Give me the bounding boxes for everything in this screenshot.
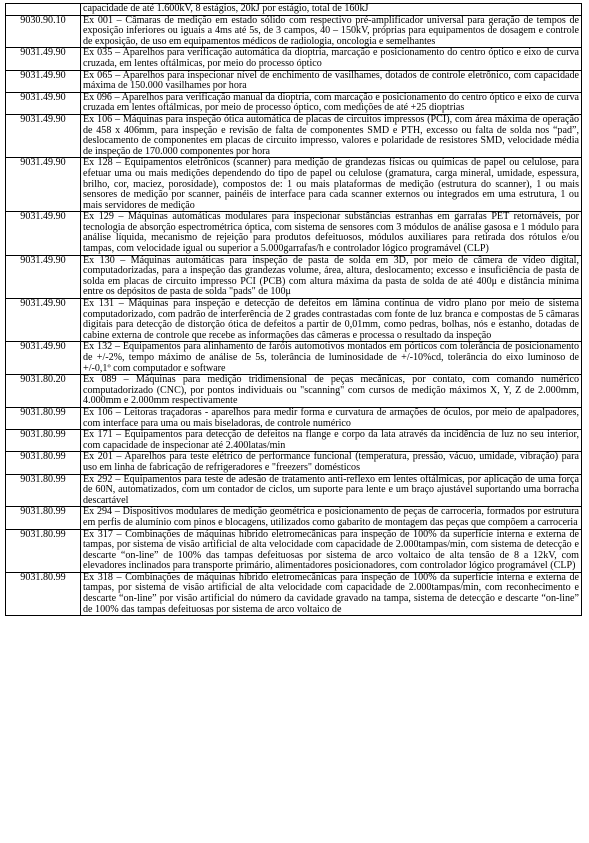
ncm-code-cell: 9031.49.90 [6, 255, 81, 298]
ncm-code-cell: 9031.49.90 [6, 114, 81, 157]
table-row [6, 342, 582, 375]
ncm-code-cell: 9031.80.99 [6, 529, 81, 572]
ex-description-cell: Ex 130 – Máquinas automáticas para inspeção de pasta de solda em 3D, por meio de câmera de vídeo digital, computadorizadas, para a inspeção das grandezas volume, área, altura, deslocamento; excesso e insuficiência de pasta de solda em placas de circuito impresso PCI (PCB) com altura máxima da pasta de solda de até 400μ e distância mínima entre os depósitos de pasta de solda "pads" de 100μ [81, 255, 582, 298]
ex-description-cell: Ex 096 – Aparelhos para verificação manual da dioptria, com marcação e posicionamento do centro óptico e eixo de curva cruzada em lentes oftálmicas, por meio de processo óptico, com medições de até +25 dioptrias [81, 92, 582, 114]
table-row [6, 452, 582, 474]
ncm-code-cell: 9030.90.10 [6, 15, 81, 48]
table-row [6, 572, 582, 615]
ex-description-cell: Ex 132 – Equipamentos para alinhamento de faróis automotivos montados em pórticos com tolerância de posicionamento de +/-2%, tempo máximo de análise de 5s, tolerância de luminosidade de +/-10%cd, tolerância do eixo luminoso de +/-0,1º com computador e software [81, 342, 582, 375]
ex-description-cell: Ex 001 – Câmaras de medição em estado sólido com respectivo pré-amplificador universal para geração de tempos de exposição inferiores ou iguais a 4ms até 5s, de 3 campos, 40 – 150kV, próprias para equipamentos de dosagem e controle de exposição, de uso em equipamentos médicos de radiologia, oncologia e semelhantes [81, 15, 582, 48]
ncm-code-cell [6, 4, 81, 16]
ncm-code-cell: 9031.80.99 [6, 452, 81, 474]
ex-description-cell: Ex 106 – Leitoras traçadoras - aparelhos para medir forma e curvatura de armações de óculos, por meio de apalpadores, com interface para uma ou mais biseladoras, de controle numérico [81, 407, 582, 429]
ncm-code-cell: 9031.49.90 [6, 342, 81, 375]
ex-description-cell: Ex 318 – Combinações de máquinas híbrido eletromecânicas para inspeção de 100% da superfície interna e externa de tampas, por sistema de visão artificial de alta velocidade com capacidade de 2.000tampas/min, com reconhecimento e descarte “on-line” por visão artificial do número da cavidade gravado na tampa, sistema de detecção e descarte “on-line” de 100% das tampas defeituosas por sistema de arco voltaico de [81, 572, 582, 615]
ex-description-cell: capacidade de até 1.600kV, 8 estágios, 20kJ por estágio, total de 160kJ [81, 4, 582, 16]
ncm-code-cell: 9031.49.90 [6, 92, 81, 114]
ex-description-cell: Ex 089 – Máquinas para medição tridimensional de peças mecânicas, por contato, com comando numérico computadorizado (CNC), por pontos individuais ou "scanning" com cursos de medição máximos X, Y, Z de 2.000mm, 4.000mm e 2.000mm respectivamente [81, 375, 582, 408]
table-row [6, 375, 582, 408]
table-row [6, 255, 582, 298]
table-row [6, 529, 582, 572]
ncm-code-cell: 9031.49.90 [6, 299, 81, 342]
ncm-code-cell: 9031.80.99 [6, 572, 81, 615]
ncm-code-cell: 9031.80.20 [6, 375, 81, 408]
ex-description-cell: Ex 317 – Combinações de máquinas híbrido eletromecânicas para inspeção de 100% da superfície interna e externa de tampas, por sistema de visão artificial de alta velocidade com capacidade de 2.000tampas/min, com sistema de detecção e descarte “on-line” de 100% das tampas defeituosas por sistema de arco voltaico de alta tensão de 8 a 12kV, com elevadores inclinados para transporte primário, alimentadores posicionadores, com controlador lógico programável (CLP) [81, 529, 582, 572]
table-row [6, 474, 582, 507]
table-row [6, 507, 582, 529]
ncm-code-cell: 9031.49.90 [6, 212, 81, 255]
ncm-code-cell: 9031.49.90 [6, 48, 81, 70]
ex-description-cell: Ex 171 – Equipamentos para detecção de defeitos na flange e corpo da lata através da incidência de luz no seu interior, com capacidade de inspecionar até 2.400latas/min [81, 430, 582, 452]
table-row [6, 15, 582, 48]
table-row [6, 299, 582, 342]
ncm-code-cell: 9031.80.99 [6, 507, 81, 529]
ex-description-cell: Ex 128 – Equipamentos eletrônicos (scanner) para medição de grandezas físicas ou químicas de papel ou celulose, para efetuar uma ou mais medições dependendo do tipo de papel ou celulose (gramatura, carga mineral, umidade, espessura, brilho, cor, maciez, porosidade), compostos de: 1 ou mais plataformas de medição (estrutura do scanner), 1 ou mais sensores de medição por scanner, painéis de interface para cada scanner externos ou integrados em uma estrutura, 1 ou mais servidores de medição [81, 158, 582, 212]
table-row [6, 212, 582, 255]
ex-description-cell: Ex 065 – Aparelhos para inspecionar nível de enchimento de vasilhames, dotados de controle eletrônico, com capacidade máxima de 150.000 vasilhames por hora [81, 70, 582, 92]
ex-tariff-table [5, 3, 582, 616]
table-row [6, 407, 582, 429]
table-body [6, 4, 582, 616]
table-row [6, 158, 582, 212]
table-row [6, 4, 582, 16]
ncm-code-cell: 9031.49.90 [6, 158, 81, 212]
ex-description-cell: Ex 106 – Máquinas para inspeção ótica automática de placas de circuitos impressos (PCI), com área máxima de operação de 458 x 406mm, para inspeção e revisão de falta de componentes SMD e PTH, excesso ou falta de solda nos “pad”, deslocamento de componentes em placas de circuito impresso, valores e polaridade de resistores SMD, velocidade média de inspeção de 170.000 componentes por hora [81, 114, 582, 157]
ncm-code-cell: 9031.80.99 [6, 474, 81, 507]
table-row [6, 430, 582, 452]
ex-description-cell: Ex 129 – Máquinas automáticas modulares para inspecionar substâncias estranhas em garrafas PET retornáveis, por tecnologia de absorção espectrométrica óptica, com sistema de sensores com 3 módulos de análise gasosa e 1 módulo para análise líquida, mecanismo de rejeição para produtos defeituosos, módulos auxiliares para retirada dos rótulos e/ou tampas, com velocidade igual ou superior a 5.000garrafas/h e controlador lógico programável (CLP) [81, 212, 582, 255]
table-row [6, 70, 582, 92]
ncm-code-cell: 9031.49.90 [6, 70, 81, 92]
ex-description-cell: Ex 201 – Aparelhos para teste elétrico de performance funcional (temperatura, pressão, vácuo, umidade, vibração) para uso em linha de fabricação de refrigeradores e "freezers" domésticos [81, 452, 582, 474]
ncm-code-cell: 9031.80.99 [6, 407, 81, 429]
ex-description-cell: Ex 131 – Máquinas para inspeção e detecção de defeitos em lâmina contínua de vidro plano por meio de sistema computadorizado, com padrão de interferência de 2 grades contrastadas com fonte de luz branca e compostas de 5 câmaras digitais para detecção de distorção ótica de defeitos a partir de 0,01mm, como pedras, bolhas, nós e estanho, dotadas de cabine externa de controle que recebe as informações das câmeras e processa o resultado da inspeção [81, 299, 582, 342]
ex-description-cell: Ex 035 – Aparelhos para verificação automática da dioptria, marcação e posicionamento do centro óptico e eixo de curva cruzada, em lentes oftálmicas, por meio do processo óptico [81, 48, 582, 70]
table-row [6, 114, 582, 157]
table-row [6, 48, 582, 70]
ncm-code-cell: 9031.80.99 [6, 430, 81, 452]
table-row [6, 92, 582, 114]
ex-description-cell: Ex 294 – Dispositivos modulares de medição geométrica e posicionamento de peças de carroceria, formados por estrutura em perfis de alumínio com pinos e blocagens, utilizados como gabarito de montagem das peças que compõem a carroceria [81, 507, 582, 529]
ex-description-cell: Ex 292 – Equipamentos para teste de adesão de tratamento anti-reflexo em lentes oftálmicas, por aplicação de uma força de 60N, automatizados, com um contador de ciclos, um suporte para lente e um braço ajustável suportando uma borracha descartável [81, 474, 582, 507]
